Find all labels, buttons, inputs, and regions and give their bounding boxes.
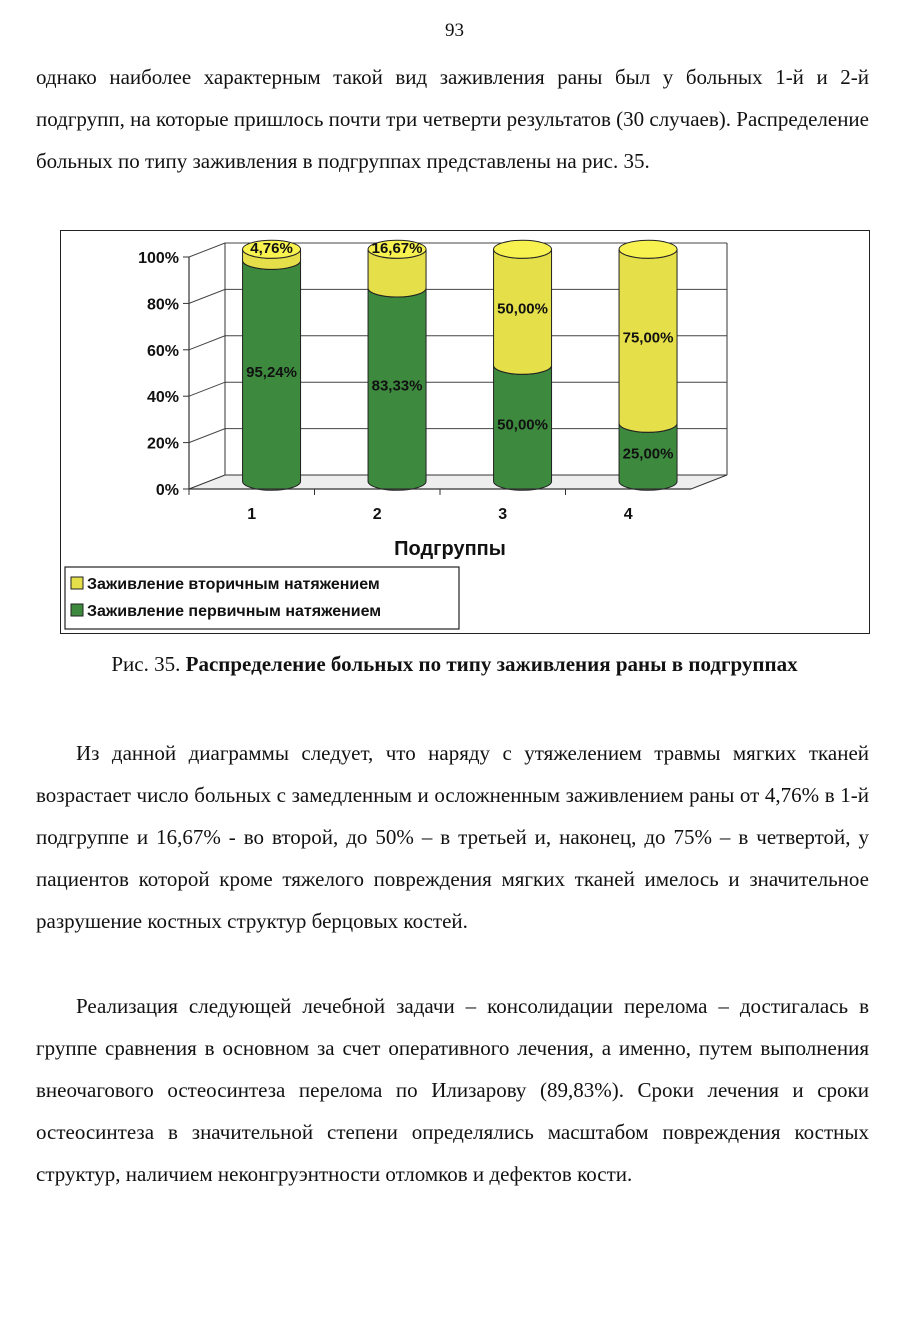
- x-tick-label-1: 1: [247, 506, 257, 523]
- data-label-3-series-0: 50,00%: [497, 416, 548, 434]
- legend-swatch-series-0: [71, 604, 83, 616]
- stacked-cylinder-chart: [61, 231, 871, 635]
- data-label-2-series-1: 16,67%: [371, 240, 423, 257]
- legend-swatch-series-1: [71, 577, 83, 589]
- x-tick-label-3: 3: [498, 506, 508, 523]
- data-label-4-series-0: 25,00%: [622, 445, 674, 463]
- paragraph-3: Реализация следующей лечебной задачи – консолидации перелома – достигалась в группе сравнения в основном за счет оперативного лечения, а именно, путем выполнения внеочагового остеосинтеза перелома по Илизарову (89,83%). Сроки лечения и сроки остеосинтеза в значительной степени определялись масштабом повреждения костных структур, наличием неконгруэнтности отломков и дефектов кости.: [36, 994, 869, 1186]
- data-label-1-series-0: 95,24%: [246, 363, 297, 381]
- legend-label-series-0: Заживление первичным натяжением: [87, 603, 382, 620]
- paragraph-2: Из данной диаграммы следует, что наряду с утяжелением травмы мягких тканей возрастает число больных с замедленным и осложненным заживлением раны от 4,76% в 1-й подгруппе и 16,67% - во второй, до 50% – в третьей и, наконец, до 75% – в четвертой, у пациентов которой кроме тяжелого повреждения мягких тканей имелось и значительное разрушение костных структур берцовых костей.: [36, 741, 869, 933]
- legend-label-series-1: Заживление вторичным натяжением: [87, 576, 380, 593]
- y-tick-label: 40%: [146, 389, 179, 407]
- bar-4-series-1-cap: [619, 240, 677, 258]
- y-tick-label: 100%: [138, 250, 179, 267]
- data-label-3-series-1: 50,00%: [497, 300, 548, 318]
- x-tick-label-2: 2: [372, 506, 382, 523]
- y-tick-label: 80%: [146, 296, 179, 314]
- paragraph-1: однако наиболее характерным такой вид заживления раны был у больных 1-й и 2-й подгрупп, на которые пришлось почти три четверти результатов (30 случаев). Распределение больных по типу заживления в подгруппах представлены на рис. 35.: [36, 65, 869, 173]
- data-label-2-series-0: 83,33%: [371, 377, 423, 395]
- chart-figure: [60, 230, 870, 634]
- data-label-4-series-1: 75,00%: [622, 329, 674, 347]
- y-tick-label: 60%: [146, 342, 179, 360]
- x-axis-title: Подгруппы: [394, 538, 506, 560]
- figure-caption: [0, 652, 909, 677]
- y-tick-label: 20%: [146, 435, 179, 453]
- data-label-1-series-1: 4,76%: [250, 240, 293, 257]
- y-tick-label: 0%: [155, 482, 179, 499]
- bar-3-series-1-cap: [494, 240, 552, 258]
- caption-text: Распределение больных по типу заживления раны в подгруппах: [185, 652, 798, 676]
- x-tick-label-4: 4: [623, 506, 633, 523]
- caption-prefix: Рис. 35.: [111, 652, 181, 676]
- page-number: 93: [445, 20, 464, 41]
